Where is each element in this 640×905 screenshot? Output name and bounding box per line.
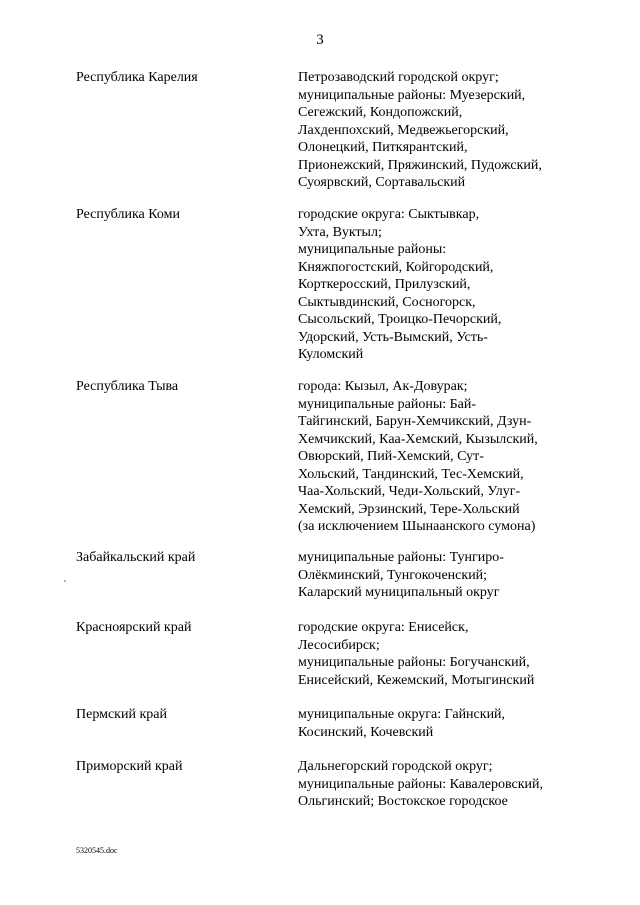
district-line: Суоярвский, Сортавальский	[298, 175, 466, 190]
district-line: Хемский, Эрзинский, Тере-Хольский	[298, 501, 520, 517]
margin-mark	[64, 580, 66, 582]
district-line: Ольгинский; Востокское городское	[298, 794, 508, 809]
district-line: муниципальные районы: Тунгиро-	[298, 550, 504, 565]
district-line: муниципальные районы: Бай-	[298, 396, 477, 412]
district-line: Куломский	[298, 347, 364, 362]
region-name: Приморский край	[76, 759, 183, 774]
district-line: Каларский муниципальный округ	[298, 585, 500, 600]
footer-file-name: 5320545.doc	[76, 846, 118, 855]
district-line: Енисейский, Кежемский, Мотыгинский	[298, 672, 535, 688]
district-line: муниципальные районы:	[298, 242, 447, 257]
region-name: Забайкальский край	[76, 550, 196, 565]
district-line: Олёкминский, Тунгокоченский;	[298, 567, 488, 583]
region-name: Республика Коми	[76, 207, 180, 222]
district-line: Хольский, Тандинский, Тес-Хемский,	[298, 466, 524, 482]
district-line: Хемчикский, Каа-Хемский, Кызылский,	[298, 431, 538, 447]
region-name: Республика Тыва	[76, 379, 179, 394]
district-line: Лахденпохский, Медвежьегорский,	[298, 122, 509, 138]
district-line: Овюрский, Пий-Хемский, Сут-	[298, 449, 484, 464]
district-line: Сыктывдинский, Сосногорск,	[298, 294, 476, 310]
district-line: Корткеросский, Прилузский,	[298, 277, 471, 292]
district-line: муниципальные округа: Гайнский,	[298, 707, 506, 722]
district-list	[298, 549, 598, 602]
district-list	[298, 206, 598, 364]
district-line: городские округа: Сыктывкар,	[298, 207, 480, 222]
district-line: Тайгинский, Барун-Хемчикский, Дзун-	[298, 414, 532, 429]
district-line: Сысольский, Троицко-Печорский,	[298, 312, 502, 327]
region-name: Красноярский край	[76, 620, 192, 635]
district-line: Сегежский, Кондопожский,	[298, 105, 463, 120]
page-number: 3	[316, 32, 324, 48]
district-line: Дальнегорский городской округ;	[298, 759, 493, 774]
district-line: Петрозаводский городской округ;	[298, 70, 499, 85]
district-line: муниципальные районы: Богучанский,	[298, 655, 530, 670]
district-line: Лесосибирск;	[298, 637, 380, 653]
district-line: Ухта, Вуктыл;	[298, 224, 382, 240]
district-list	[298, 378, 598, 536]
district-line: Косинский, Кочевский	[298, 724, 434, 740]
district-line: муниципальные районы: Кавалеровский,	[298, 776, 543, 792]
district-list	[298, 706, 598, 741]
region-name: Пермский край	[76, 707, 167, 722]
district-line: городские округа: Енисейск,	[298, 620, 469, 635]
district-line: муниципальные районы: Муезерский,	[298, 87, 526, 103]
district-line: Чаа-Хольский, Чеди-Хольский, Улуг-	[298, 484, 521, 499]
district-line: Олонецкий, Питкярантский,	[298, 140, 468, 155]
district-line: (за исключением Шынаанского сумона)	[298, 519, 536, 534]
region-name: Республика Карелия	[76, 70, 198, 85]
district-list	[298, 758, 598, 811]
district-line: города: Кызыл, Ак-Довурак;	[298, 379, 468, 394]
district-line: Прионежский, Пряжинский, Пудожский,	[298, 157, 542, 173]
district-line: Княжпогостский, Койгородский,	[298, 259, 494, 275]
district-list	[298, 619, 598, 689]
district-list	[298, 69, 598, 192]
district-line: Удорский, Усть-Вымский, Усть-	[298, 329, 488, 345]
